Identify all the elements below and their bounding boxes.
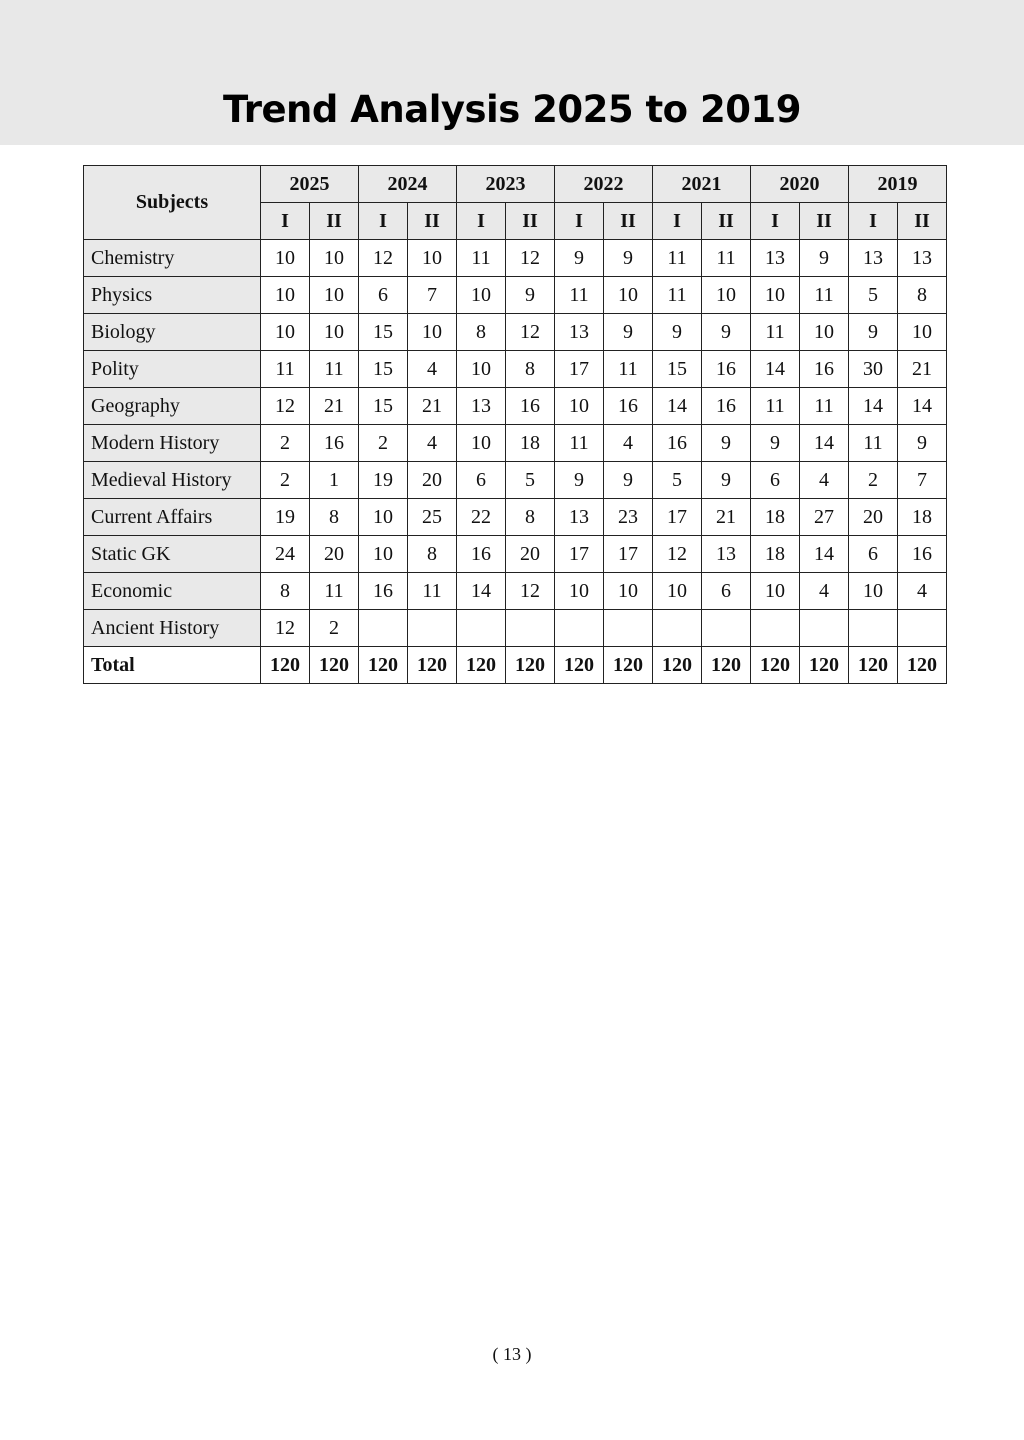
value-cell: 4 (604, 425, 653, 462)
value-cell: 21 (310, 388, 359, 425)
value-cell (849, 610, 898, 647)
value-cell: 10 (751, 277, 800, 314)
value-cell: 19 (359, 462, 408, 499)
value-cell: 15 (359, 351, 408, 388)
value-cell: 2 (310, 610, 359, 647)
subject-cell: Medieval History (84, 462, 261, 499)
value-cell: 6 (849, 536, 898, 573)
value-cell: 8 (310, 499, 359, 536)
value-cell: 7 (898, 462, 947, 499)
value-cell: 14 (653, 388, 702, 425)
value-cell: 11 (555, 277, 604, 314)
value-cell: 10 (261, 240, 310, 277)
paper-header: II (604, 203, 653, 240)
total-cell: 120 (653, 647, 702, 684)
value-cell: 6 (359, 277, 408, 314)
total-cell: 120 (849, 647, 898, 684)
value-cell: 9 (898, 425, 947, 462)
value-cell: 10 (555, 573, 604, 610)
value-cell (702, 610, 751, 647)
year-header: 2025 (261, 166, 359, 203)
value-cell: 10 (849, 573, 898, 610)
value-cell: 9 (506, 277, 555, 314)
subject-cell: Current Affairs (84, 499, 261, 536)
value-cell: 13 (898, 240, 947, 277)
value-cell: 6 (751, 462, 800, 499)
total-cell: 120 (457, 647, 506, 684)
table-row (84, 277, 947, 314)
value-cell: 18 (751, 536, 800, 573)
value-cell: 2 (261, 462, 310, 499)
value-cell: 16 (800, 351, 849, 388)
value-cell: 17 (555, 351, 604, 388)
subject-cell: Geography (84, 388, 261, 425)
total-cell: 120 (604, 647, 653, 684)
value-cell: 13 (702, 536, 751, 573)
value-cell: 10 (310, 314, 359, 351)
value-cell: 9 (800, 240, 849, 277)
value-cell: 12 (261, 610, 310, 647)
value-cell: 10 (751, 573, 800, 610)
value-cell: 16 (898, 536, 947, 573)
value-cell: 10 (555, 388, 604, 425)
value-cell: 13 (555, 314, 604, 351)
value-cell: 18 (751, 499, 800, 536)
value-cell: 8 (261, 573, 310, 610)
value-cell: 16 (653, 425, 702, 462)
value-cell: 11 (653, 277, 702, 314)
total-cell: 120 (310, 647, 359, 684)
paper-header: II (408, 203, 457, 240)
value-cell: 14 (751, 351, 800, 388)
value-cell: 16 (457, 536, 506, 573)
value-cell: 16 (359, 573, 408, 610)
value-cell: 4 (898, 573, 947, 610)
total-cell: 120 (408, 647, 457, 684)
value-cell: 10 (604, 573, 653, 610)
year-header: 2021 (653, 166, 751, 203)
total-row (84, 647, 947, 684)
value-cell: 2 (849, 462, 898, 499)
year-header: 2024 (359, 166, 457, 203)
value-cell: 9 (653, 314, 702, 351)
table-row (84, 388, 947, 425)
value-cell: 10 (457, 425, 506, 462)
value-cell (555, 610, 604, 647)
value-cell: 22 (457, 499, 506, 536)
value-cell: 10 (310, 277, 359, 314)
value-cell: 13 (457, 388, 506, 425)
value-cell: 11 (408, 573, 457, 610)
year-header: 2023 (457, 166, 555, 203)
value-cell: 9 (702, 425, 751, 462)
value-cell: 23 (604, 499, 653, 536)
paper-header: I (555, 203, 604, 240)
year-header: 2022 (555, 166, 653, 203)
value-cell: 11 (849, 425, 898, 462)
value-cell: 13 (555, 499, 604, 536)
value-cell: 10 (359, 499, 408, 536)
value-cell: 9 (604, 240, 653, 277)
value-cell: 6 (457, 462, 506, 499)
subject-cell: Economic (84, 573, 261, 610)
table-row (84, 462, 947, 499)
value-cell: 11 (702, 240, 751, 277)
value-cell: 21 (408, 388, 457, 425)
value-cell (359, 610, 408, 647)
value-cell: 9 (604, 314, 653, 351)
value-cell: 8 (898, 277, 947, 314)
value-cell: 10 (261, 277, 310, 314)
table-row (84, 573, 947, 610)
table-row (84, 351, 947, 388)
value-cell: 10 (800, 314, 849, 351)
value-cell: 20 (506, 536, 555, 573)
value-cell: 20 (408, 462, 457, 499)
value-cell: 11 (261, 351, 310, 388)
value-cell: 16 (310, 425, 359, 462)
paper-header: II (702, 203, 751, 240)
value-cell: 21 (898, 351, 947, 388)
value-cell: 10 (408, 240, 457, 277)
value-cell: 14 (800, 425, 849, 462)
subjects-header: Subjects (84, 166, 261, 240)
value-cell: 5 (849, 277, 898, 314)
value-cell: 9 (751, 425, 800, 462)
value-cell (653, 610, 702, 647)
page-title: Trend Analysis 2025 to 2019 (223, 88, 801, 131)
value-cell: 20 (849, 499, 898, 536)
paper-header: I (359, 203, 408, 240)
value-cell: 11 (751, 388, 800, 425)
value-cell: 12 (506, 240, 555, 277)
value-cell: 10 (604, 277, 653, 314)
value-cell: 12 (506, 573, 555, 610)
value-cell: 10 (261, 314, 310, 351)
value-cell: 6 (702, 573, 751, 610)
total-cell: 120 (898, 647, 947, 684)
subject-cell: Physics (84, 277, 261, 314)
value-cell: 4 (408, 351, 457, 388)
value-cell: 11 (800, 388, 849, 425)
value-cell: 17 (653, 499, 702, 536)
subject-cell: Static GK (84, 536, 261, 573)
year-header: 2019 (849, 166, 947, 203)
value-cell: 15 (653, 351, 702, 388)
value-cell: 12 (359, 240, 408, 277)
value-cell: 2 (261, 425, 310, 462)
subject-cell: Modern History (84, 425, 261, 462)
value-cell: 13 (751, 240, 800, 277)
value-cell: 11 (800, 277, 849, 314)
value-cell: 12 (261, 388, 310, 425)
paper-header: II (898, 203, 947, 240)
table-row (84, 314, 947, 351)
table-row (84, 536, 947, 573)
value-cell: 11 (310, 573, 359, 610)
value-cell: 20 (310, 536, 359, 573)
page-number: ( 13 ) (492, 1344, 532, 1364)
value-cell: 10 (457, 351, 506, 388)
value-cell: 14 (800, 536, 849, 573)
value-cell: 9 (702, 462, 751, 499)
value-cell: 24 (261, 536, 310, 573)
value-cell: 9 (555, 240, 604, 277)
trend-analysis-table (83, 165, 947, 684)
total-cell: 120 (506, 647, 555, 684)
total-cell: 120 (555, 647, 604, 684)
value-cell: 9 (555, 462, 604, 499)
value-cell: 8 (506, 351, 555, 388)
value-cell: 16 (702, 351, 751, 388)
value-cell: 19 (261, 499, 310, 536)
value-cell: 18 (898, 499, 947, 536)
subject-cell: Biology (84, 314, 261, 351)
value-cell: 9 (702, 314, 751, 351)
value-cell: 10 (457, 277, 506, 314)
value-cell: 10 (653, 573, 702, 610)
value-cell: 4 (408, 425, 457, 462)
paper-header: I (261, 203, 310, 240)
table-row (84, 610, 947, 647)
table-row (84, 499, 947, 536)
paper-header: I (849, 203, 898, 240)
value-cell: 4 (800, 573, 849, 610)
value-cell: 27 (800, 499, 849, 536)
value-cell (604, 610, 653, 647)
header-row-years (84, 166, 947, 203)
value-cell: 25 (408, 499, 457, 536)
value-cell: 7 (408, 277, 457, 314)
value-cell: 9 (604, 462, 653, 499)
table-row (84, 425, 947, 462)
value-cell: 4 (800, 462, 849, 499)
value-cell (898, 610, 947, 647)
year-header: 2020 (751, 166, 849, 203)
value-cell: 16 (702, 388, 751, 425)
value-cell: 10 (898, 314, 947, 351)
table-row (84, 240, 947, 277)
value-cell: 10 (702, 277, 751, 314)
value-cell: 17 (555, 536, 604, 573)
value-cell (751, 610, 800, 647)
value-cell: 11 (653, 240, 702, 277)
value-cell: 11 (310, 351, 359, 388)
value-cell: 10 (408, 314, 457, 351)
value-cell: 8 (408, 536, 457, 573)
value-cell: 15 (359, 314, 408, 351)
value-cell: 11 (555, 425, 604, 462)
value-cell: 5 (506, 462, 555, 499)
value-cell: 11 (457, 240, 506, 277)
value-cell: 15 (359, 388, 408, 425)
total-cell: 120 (261, 647, 310, 684)
subject-cell: Chemistry (84, 240, 261, 277)
paper-header: I (653, 203, 702, 240)
value-cell: 12 (506, 314, 555, 351)
value-cell: 10 (359, 536, 408, 573)
paper-header: I (751, 203, 800, 240)
value-cell: 14 (898, 388, 947, 425)
value-cell: 14 (849, 388, 898, 425)
paper-header: II (800, 203, 849, 240)
value-cell (800, 610, 849, 647)
value-cell: 11 (751, 314, 800, 351)
value-cell: 5 (653, 462, 702, 499)
value-cell: 13 (849, 240, 898, 277)
value-cell: 16 (604, 388, 653, 425)
value-cell: 9 (849, 314, 898, 351)
value-cell: 8 (506, 499, 555, 536)
value-cell: 14 (457, 573, 506, 610)
value-cell (506, 610, 555, 647)
value-cell: 11 (604, 351, 653, 388)
total-cell: 120 (359, 647, 408, 684)
total-label: Total (84, 647, 261, 684)
subject-cell: Ancient History (84, 610, 261, 647)
total-cell: 120 (800, 647, 849, 684)
value-cell: 8 (457, 314, 506, 351)
value-cell: 1 (310, 462, 359, 499)
value-cell: 12 (653, 536, 702, 573)
total-cell: 120 (702, 647, 751, 684)
paper-header: I (457, 203, 506, 240)
value-cell (457, 610, 506, 647)
paper-header: II (506, 203, 555, 240)
total-cell: 120 (751, 647, 800, 684)
value-cell: 17 (604, 536, 653, 573)
value-cell (408, 610, 457, 647)
value-cell: 16 (506, 388, 555, 425)
value-cell: 2 (359, 425, 408, 462)
value-cell: 21 (702, 499, 751, 536)
value-cell: 30 (849, 351, 898, 388)
value-cell: 10 (310, 240, 359, 277)
value-cell: 18 (506, 425, 555, 462)
paper-header: II (310, 203, 359, 240)
subject-cell: Polity (84, 351, 261, 388)
